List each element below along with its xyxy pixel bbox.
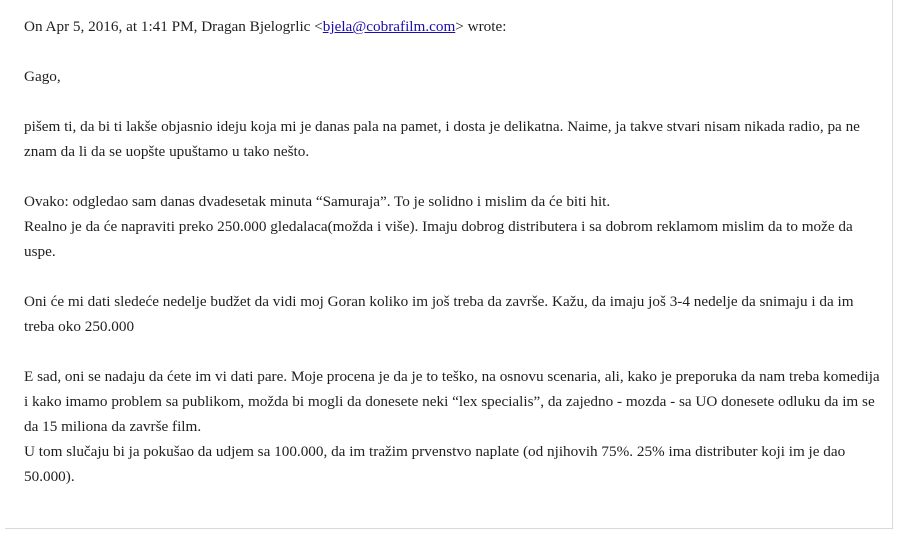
header-suffix: > wrote: <box>455 18 507 35</box>
paragraph-line: pišem ti, da bi ti lakše objasnio ideju koja mi je danas pala na pamet, i dosta je delikatna. Naime, ja takve stvari nisam nikada radio, pa ne znam da li da se uopšte upuštamo u tako nešto. <box>24 118 860 160</box>
header-prefix: On Apr 5, 2016, at 1:41 PM, Dragan Bjelogrlic < <box>24 18 323 35</box>
paragraph-line: E sad, oni se nadaju da ćete im vi dati pare. Moje procena je da je to teško, na osnovu scenaria, ali, kako je preporuka da nam treba komedija i kako imamo problem sa publikom, možda bi mogli da donesete neki “lex specialis”, da zajedno - mozda - sa UO donesete odluku da im se da 15 miliona da završe film. <box>24 368 880 435</box>
paragraph-line: Realno je da će napraviti preko 250.000 gledalaca(možda i više). Imaju dobrog distributera i sa dobrom reklamom mislim da to može da uspe. <box>24 218 853 260</box>
paragraph-1 <box>24 114 884 164</box>
email-body <box>24 14 884 514</box>
greeting: Gago, <box>24 68 61 85</box>
email-header-line <box>24 14 884 39</box>
paragraph-line: Ovako: odgledao sam danas dvadesetak minuta “Samuraja”. To je solidno i mislim da će biti hit. <box>24 193 611 210</box>
paragraph-line: Oni će mi dati sledeće nedelje budžet da vidi moj Goran koliko im još treba da završe. Kažu, da imaju još 3-4 nedelje da snimaju i da im treba oko 250.000 <box>24 293 854 335</box>
sender-email-link[interactable]: bjela@cobrafilm.com <box>322 18 456 35</box>
paragraph-4 <box>24 364 884 489</box>
paragraph-2 <box>24 189 884 264</box>
paragraph-line: U tom slučaju bi ja pokušao da udjem sa 100.000, da im tražim prvenstvo naplate (od njihovih 75%. 25% ima distributer koji im je dao 50.000). <box>24 443 846 485</box>
paragraph-3 <box>24 289 884 339</box>
